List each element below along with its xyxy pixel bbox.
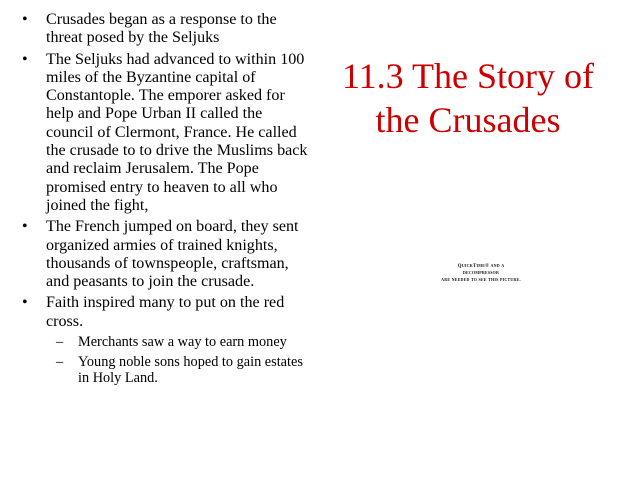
- bullet-marker: •: [22, 50, 28, 68]
- placeholder-line: decompressor: [462, 271, 500, 276]
- bullet-item: [8, 51, 310, 216]
- bullet-marker: •: [22, 294, 28, 312]
- missing-image-placeholder: [406, 263, 556, 284]
- bullet-item: [8, 11, 310, 48]
- placeholder-line: are needed to see this picture.: [441, 278, 521, 283]
- bullet-marker: •: [22, 11, 28, 28]
- bullet-item: [8, 294, 310, 386]
- bullet-list: [8, 11, 310, 390]
- sub-bullet-text: Young noble sons hoped to gain estates in Holy Land.: [78, 353, 303, 387]
- bullet-marker: •: [22, 218, 28, 236]
- bullet-text: The Seljuks had advanced to within 100 miles of the Byzantine capital of Constantople. The emporer asked for help and Pope Urban II called the council of Clermont, France. He called the crusade to to drive the Muslims back and reclaim Jerusalem. The Pope promised entry to heaven to all who joined the fight,: [46, 50, 308, 214]
- sub-bullet-item: [43, 334, 310, 351]
- sub-bullet-list: [46, 334, 310, 387]
- bullet-text: Crusades began as a response to the threat posed by the Seljuks: [46, 11, 277, 47]
- slide-title: 11.3 The Story of the Crusades: [342, 56, 594, 140]
- sub-bullet-marker: –: [56, 334, 64, 351]
- sub-bullet-text: Merchants saw a way to earn money: [78, 334, 287, 351]
- sub-bullet-item: [43, 354, 310, 387]
- sub-bullet-marker: –: [56, 353, 64, 370]
- bullet-text: The French jumped on board, they sent organized armies of trained knights, thousands of townspeople, craftsman, and peasants to join the crusade.: [46, 218, 299, 291]
- bullet-text: Faith inspired many to put on the red cross.: [46, 294, 285, 330]
- placeholder-line: QuickTime® and a: [457, 264, 505, 269]
- bullet-item: [8, 218, 310, 291]
